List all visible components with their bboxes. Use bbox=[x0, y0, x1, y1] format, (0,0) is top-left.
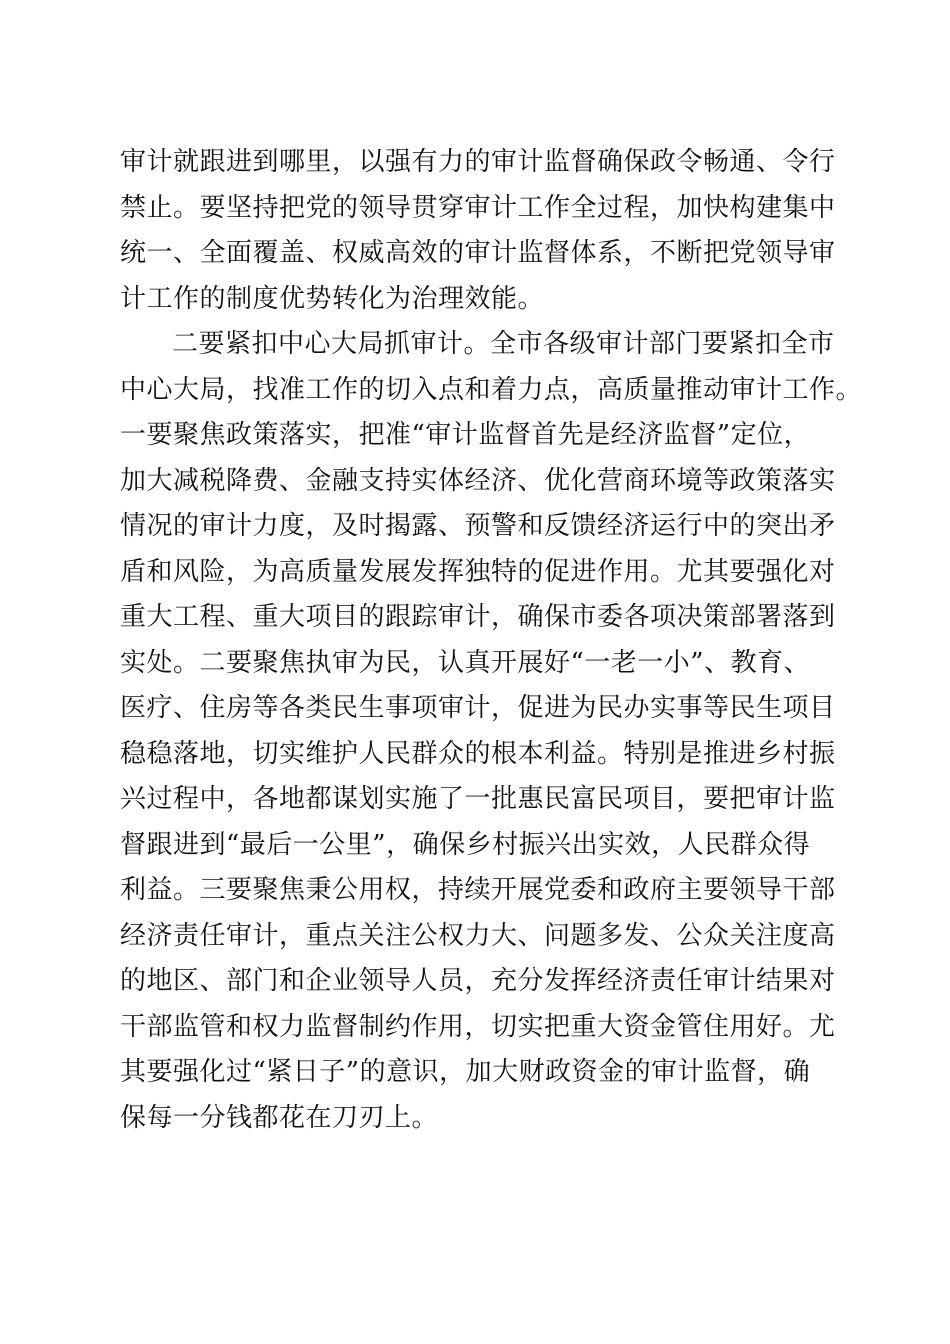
text-line: 审计就跟进到哪里，以强有力的审计监督确保政令畅通、令行 bbox=[120, 147, 836, 177]
paragraph-1 bbox=[120, 140, 840, 322]
text-line: 干部监管和权力监督制约作用，切实把重大资金管住用好。尤 bbox=[120, 1011, 836, 1042]
text-line: 情况的审计力度，及时揭露、预警和反馈经济运行中的突出矛 bbox=[120, 511, 836, 541]
text-line: 利益。三要聚焦秉公用权，持续开展党委和政府主要领导干部 bbox=[120, 875, 836, 905]
text-line: 二要紧扣中心大局抓审计。全市各级审计部门要紧扣全市 bbox=[172, 329, 835, 359]
text-line: 实处。二要聚焦执审为民，认真开展好“一老一小”、教育、 bbox=[120, 647, 811, 678]
text-line: 计工作的制度优势转化为治理效能。 bbox=[120, 283, 545, 314]
text-line: 其要强化过“紧日子”的意识，加大财政资金的审计监督，确 bbox=[120, 1057, 811, 1087]
text-line: 中心大局，找准工作的切入点和着力点，高质量推动审计工作。 bbox=[120, 374, 863, 405]
text-line: 经济责任审计，重点关注公权力大、问题多发、公众关注度高 bbox=[120, 920, 836, 951]
text-line: 统一、全面覆盖、权威高效的审计监督体系，不断把党领导审 bbox=[120, 238, 836, 268]
text-line: 兴过程中，各地都谋划实施了一批惠民富民项目，要把审计监 bbox=[120, 784, 836, 814]
text-line: 医疗、住房等各类民生事项审计，促进为民办实事等民生项目 bbox=[120, 693, 836, 723]
text-line: 一要聚焦政策落实，把准“审计监督首先是经济监督”定位， bbox=[120, 420, 811, 450]
text-line: 禁止。要坚持把党的领导贯穿审计工作全过程，加快构建集中 bbox=[120, 192, 836, 223]
text-line: 加大减税降费、金融支持实体经济、优化营商环境等政策落实 bbox=[120, 465, 836, 496]
text-line: 重大工程、重大项目的跟踪审计，确保市委各项决策部署落到 bbox=[120, 602, 836, 632]
document-body bbox=[120, 140, 863, 1141]
text-line: 督跟进到“最后一公里”，确保乡村振兴出实效，人民群众得 bbox=[120, 829, 811, 860]
text-line: 的地区、部门和企业领导人员，充分发挥经济责任审计结果对 bbox=[120, 966, 836, 996]
text-line: 稳稳落地，切实维护人民群众的根本利益。特别是推进乡村振 bbox=[120, 738, 836, 769]
text-line: 盾和风险，为高质量发展发挥独特的促进作用。尤其要强化对 bbox=[120, 556, 836, 587]
text-line: 保每一分钱都花在刀刃上。 bbox=[120, 1102, 439, 1133]
paragraph-2 bbox=[120, 322, 863, 1141]
